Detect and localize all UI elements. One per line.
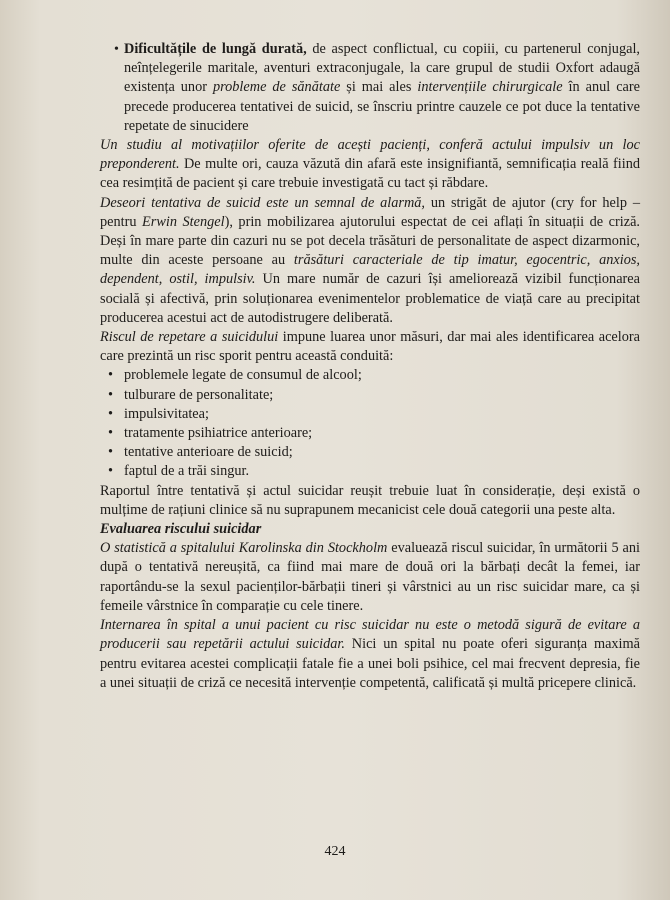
risk-factor-list xyxy=(100,366,640,481)
list-item: • impulsivitatea; xyxy=(108,405,640,424)
text-run: în anul care precede producerea tentativei de suicid, se înscriu printre cauzele ce pot duce la tentative repetate de sinucidere xyxy=(124,79,640,134)
text-run: și mai ales xyxy=(340,79,418,96)
list-item: • faptul de a trăi singur. xyxy=(108,462,640,481)
paragraph-alarm-signal xyxy=(100,194,640,328)
italic-phrase: O statistică a spitalului Karolinska din Stockholm xyxy=(100,540,388,557)
italic-phrase: Un studiu al motivațiilor oferite de acești pacienți, conferă actului impulsiv un loc preponderent. xyxy=(100,137,640,173)
paragraph-karolinska xyxy=(100,539,640,616)
italic-phrase: Riscul de repetare a suicidului xyxy=(100,329,279,346)
italic-phrase: Erwin Stengel xyxy=(142,213,225,230)
bold-phrase: Dificultățile de lungă durată, xyxy=(124,41,307,57)
text-run: Nici un spital nu poate oferi siguranța maximă pentru evitarea acestei complicații fatale fie a unei boli psihice, cel mai frecvent depresia, fie a unei situații de criză ce necesită intervenție competentă, calificată și multă pricepere clinică. xyxy=(100,636,640,691)
paragraph-long-term-difficulties xyxy=(100,40,640,136)
text-run: ), prin mobilizarea ajutorului espectat de cei aflați în situații de criză. Deși în mare parte din cazuri nu se pot decela trăsături de personalitate de aspect dizarmonic, multe din aceste persoane au xyxy=(100,213,640,269)
list-item: • tulburare de personalitate; xyxy=(108,386,640,405)
text-run: de aspect conflictual, cu copiii, cu partenerul conjugal, neînțelegerile maritale, aventuri extraconjugale, la care grupul de studii Oxfort adaugă existența unor xyxy=(124,41,640,96)
text-run: un strigăt de ajutor (cry for help – pentru xyxy=(100,194,640,230)
section-heading: Evaluarea riscului suicidar xyxy=(100,521,262,538)
list-item: • tentative anterioare de suicid; xyxy=(108,443,640,462)
text-run: evaluează riscul suicidar, în următorii 5 ani după o tentativă nereușită, ca fiind mai mare de două ori la bărbați decât la femei, iar raportându-se la sexul pacienților-bărbații tineri și vârstnici au un risc suicidar mare, ca și femeile vârstnice în comparație cu cele tinere. xyxy=(100,540,640,614)
text-run: Un mare număr de cazuri își ameliorează vizibil funcționarea socială și afectivă, prin soluționarea evenimentelor problematice de viață care au precipitat producerea acestui act de autodistrugere deliberată. xyxy=(100,271,641,326)
italic-phrase: intervențiile chirurgicale xyxy=(417,79,563,96)
paragraph-repeat-risk xyxy=(100,328,640,366)
italic-phrase: Internarea în spital a unui pacient cu risc suicidar nu este o metodă sigură de evitare a producerii sau repetării actului suicidar. xyxy=(100,617,640,653)
italic-phrase: trăsături caracteriale de tip imatur, egocentric, anxios, dependent, ostil, impulsiv. xyxy=(100,252,641,288)
list-item: • problemele legate de consumul de alcool; xyxy=(108,366,640,385)
text-run: impune luarea unor măsuri, dar mai ales identificarea acelora care prezintă un risc sporit pentru această conduită: xyxy=(100,329,640,365)
paragraph-ratio: Raportul între tentativă și actul suicidar reușit trebuie luat în considerație, deși există o mulțime de rațiuni clinice să nu suprapunem mecanicist cele două categorii una peste alta. xyxy=(100,482,640,518)
italic-phrase: Deseori tentativa de suicid este un semnal de alarmă, xyxy=(100,194,425,211)
paragraph-motivations xyxy=(100,136,640,194)
page-number: 424 xyxy=(324,844,346,859)
text-block xyxy=(100,40,640,693)
italic-phrase: probleme de sănătate xyxy=(212,79,341,96)
bullet-icon: • xyxy=(114,42,119,57)
paragraph-hospitalization xyxy=(100,616,640,693)
text-run: De multe ori, cauza văzută din afară este insignifiantă, semnificația reală fiind cea resimțită de pacient și care trebuie investigată cu tact și răbdare. xyxy=(100,156,640,192)
list-item: • tratamente psihiatrice anterioare; xyxy=(108,424,640,443)
